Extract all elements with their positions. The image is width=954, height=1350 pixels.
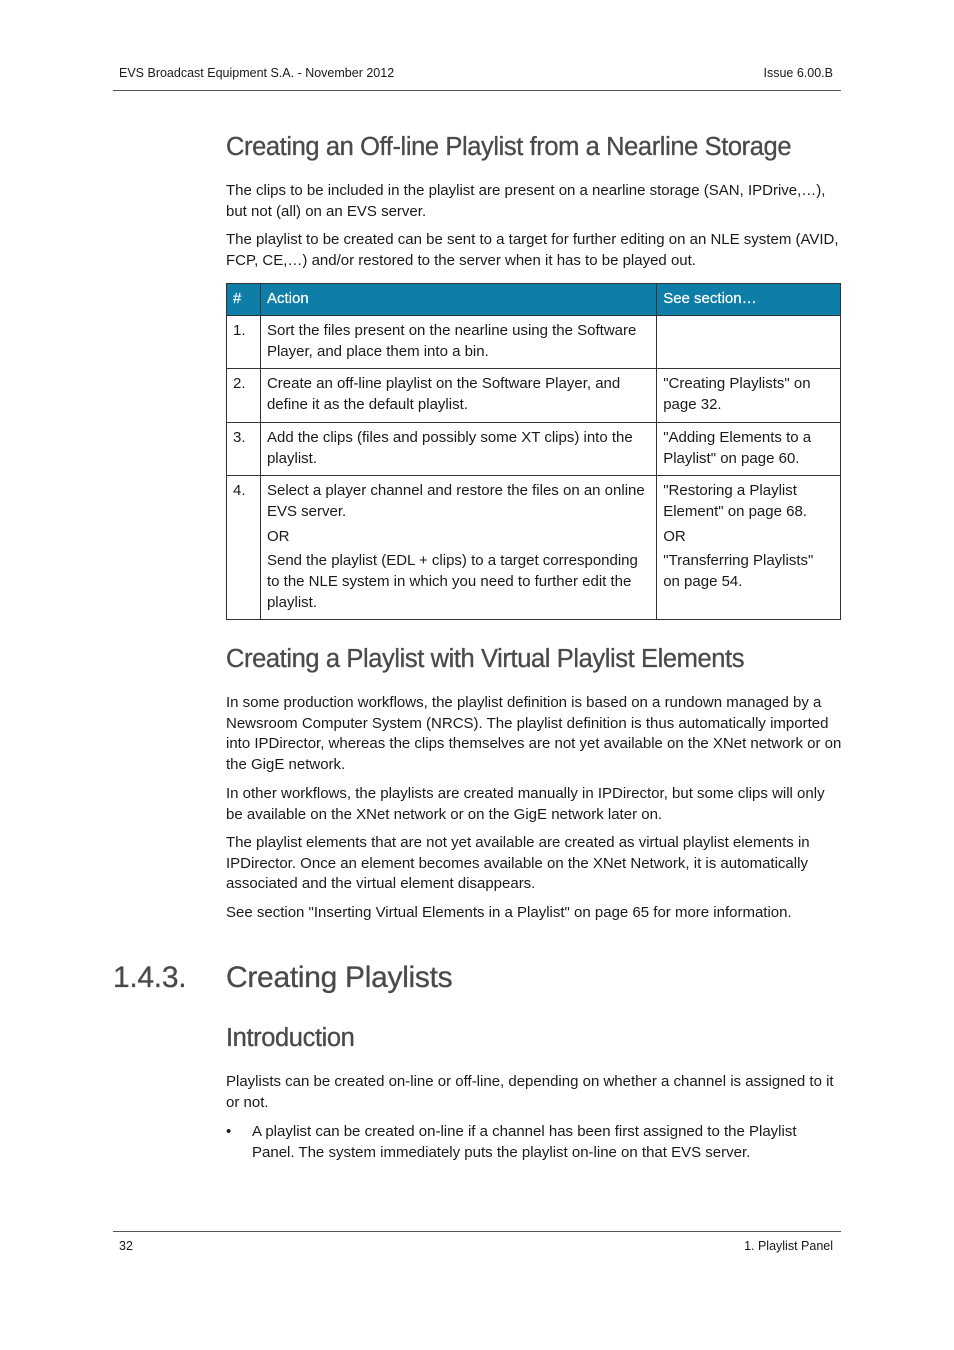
section-offline-playlist-title: Creating an Off-line Playlist from a Nearline Storage xyxy=(226,133,792,161)
table-body xyxy=(227,316,841,620)
introduction-paragraph: Playlists can be created on-line or off-line, depending on whether a channel is assigned to it or not. xyxy=(226,1073,834,1111)
action-line: OR xyxy=(266,527,290,545)
step-number: 4. xyxy=(227,476,261,620)
chapter-title: Creating Playlists xyxy=(226,961,453,994)
section-virtual-elements-title: Creating a Playlist with Virtual Playlist Elements xyxy=(226,645,745,673)
header-publisher: EVS Broadcast Equipment S.A. - November 2012 xyxy=(119,66,395,80)
footer-page-number: 32 xyxy=(119,1239,133,1253)
step-action xyxy=(260,316,656,369)
see-section-line: OR xyxy=(663,527,686,545)
introduction-bullet-1: A playlist can be created on-line if a channel has been first assigned to the Playlist Panel. The system immediately puts the playlist on-line on that EVS server. xyxy=(252,1123,797,1161)
action-line: Create an off-line playlist on the Software Player, and define it as the default playlist. xyxy=(266,375,621,414)
action-line: Sort the files present on the nearline using the Software Player, and place them into a bin. xyxy=(266,322,637,360)
section-offline-paragraph-2: The playlist to be created can be sent to a target for further editing on an NLE system (AVID, FCP, CE,…) and/or restored to the server when it has to be played out. xyxy=(226,231,839,269)
step-see-section xyxy=(657,316,841,369)
table-row xyxy=(227,316,841,369)
table-row xyxy=(227,476,841,620)
section-virtual-paragraph-1: In some production workflows, the playlist definition is based on a rundown managed by a Newsroom Computer System (NRCS). The playlist definition is thus automatically imported into IPDirector, whereas the clips themselves are not yet available on the XNet network or on the GigE network. xyxy=(226,694,842,774)
step-number: 2. xyxy=(227,369,261,422)
section-virtual-paragraph-4: See section "Inserting Virtual Elements in a Playlist" on page 65 for more information. xyxy=(226,904,792,921)
step-action xyxy=(260,369,656,422)
step-number: 3. xyxy=(227,422,261,475)
table-header-row xyxy=(227,284,841,316)
step-see-section xyxy=(657,476,841,620)
column-header-see-section: See section… xyxy=(657,284,841,316)
step-number: 1. xyxy=(227,316,261,369)
introduction-title: Introduction xyxy=(226,1024,355,1052)
step-see-section xyxy=(657,422,841,475)
section-offline-paragraph-1: The clips to be included in the playlist are present on a nearline storage (SAN, IPDrive,…), but not (all) on an EVS server. xyxy=(226,182,826,220)
steps-table xyxy=(226,283,841,620)
chapter-number: 1.4.3. xyxy=(113,961,187,994)
see-section-line: "Creating Playlists" on page 32. xyxy=(663,375,811,414)
step-action xyxy=(260,422,656,475)
see-section-line: "Adding Elements to a Playlist" on page 60. xyxy=(663,428,812,467)
bullet-symbol: • xyxy=(226,1123,232,1140)
page-header xyxy=(113,64,841,91)
section-virtual-paragraph-3: The playlist elements that are not yet available are created as virtual playlist elements in IPDirector. Once an element becomes available on the XNet Network, it is automatically associated and the virtual element disappears. xyxy=(226,834,810,893)
see-section-line: "Transferring Playlists" on page 54. xyxy=(663,552,814,591)
table-row xyxy=(227,422,841,475)
header-issue: Issue 6.00.B xyxy=(763,66,833,80)
footer-chapter: 1. Playlist Panel xyxy=(744,1239,833,1253)
column-header-number: # xyxy=(227,284,261,316)
table-row xyxy=(227,369,841,422)
action-line: Select a player channel and restore the files on an online EVS server. xyxy=(266,482,645,520)
section-virtual-paragraph-2: In other workflows, the playlists are created manually in IPDirector, but some clips will only be available on the XNet network or on the GigE network later on. xyxy=(226,785,825,823)
see-section-line: "Restoring a Playlist Element" on page 68. xyxy=(663,482,807,520)
action-line: Add the clips (files and possibly some XT clips) into the playlist. xyxy=(266,428,633,467)
step-action xyxy=(260,476,656,620)
step-see-section xyxy=(657,369,841,422)
column-header-action: Action xyxy=(260,284,656,316)
page-footer xyxy=(113,1231,841,1253)
action-line: Send the playlist (EDL + clips) to a target corresponding to the NLE system in which you need to further edit the playlist. xyxy=(266,552,638,611)
